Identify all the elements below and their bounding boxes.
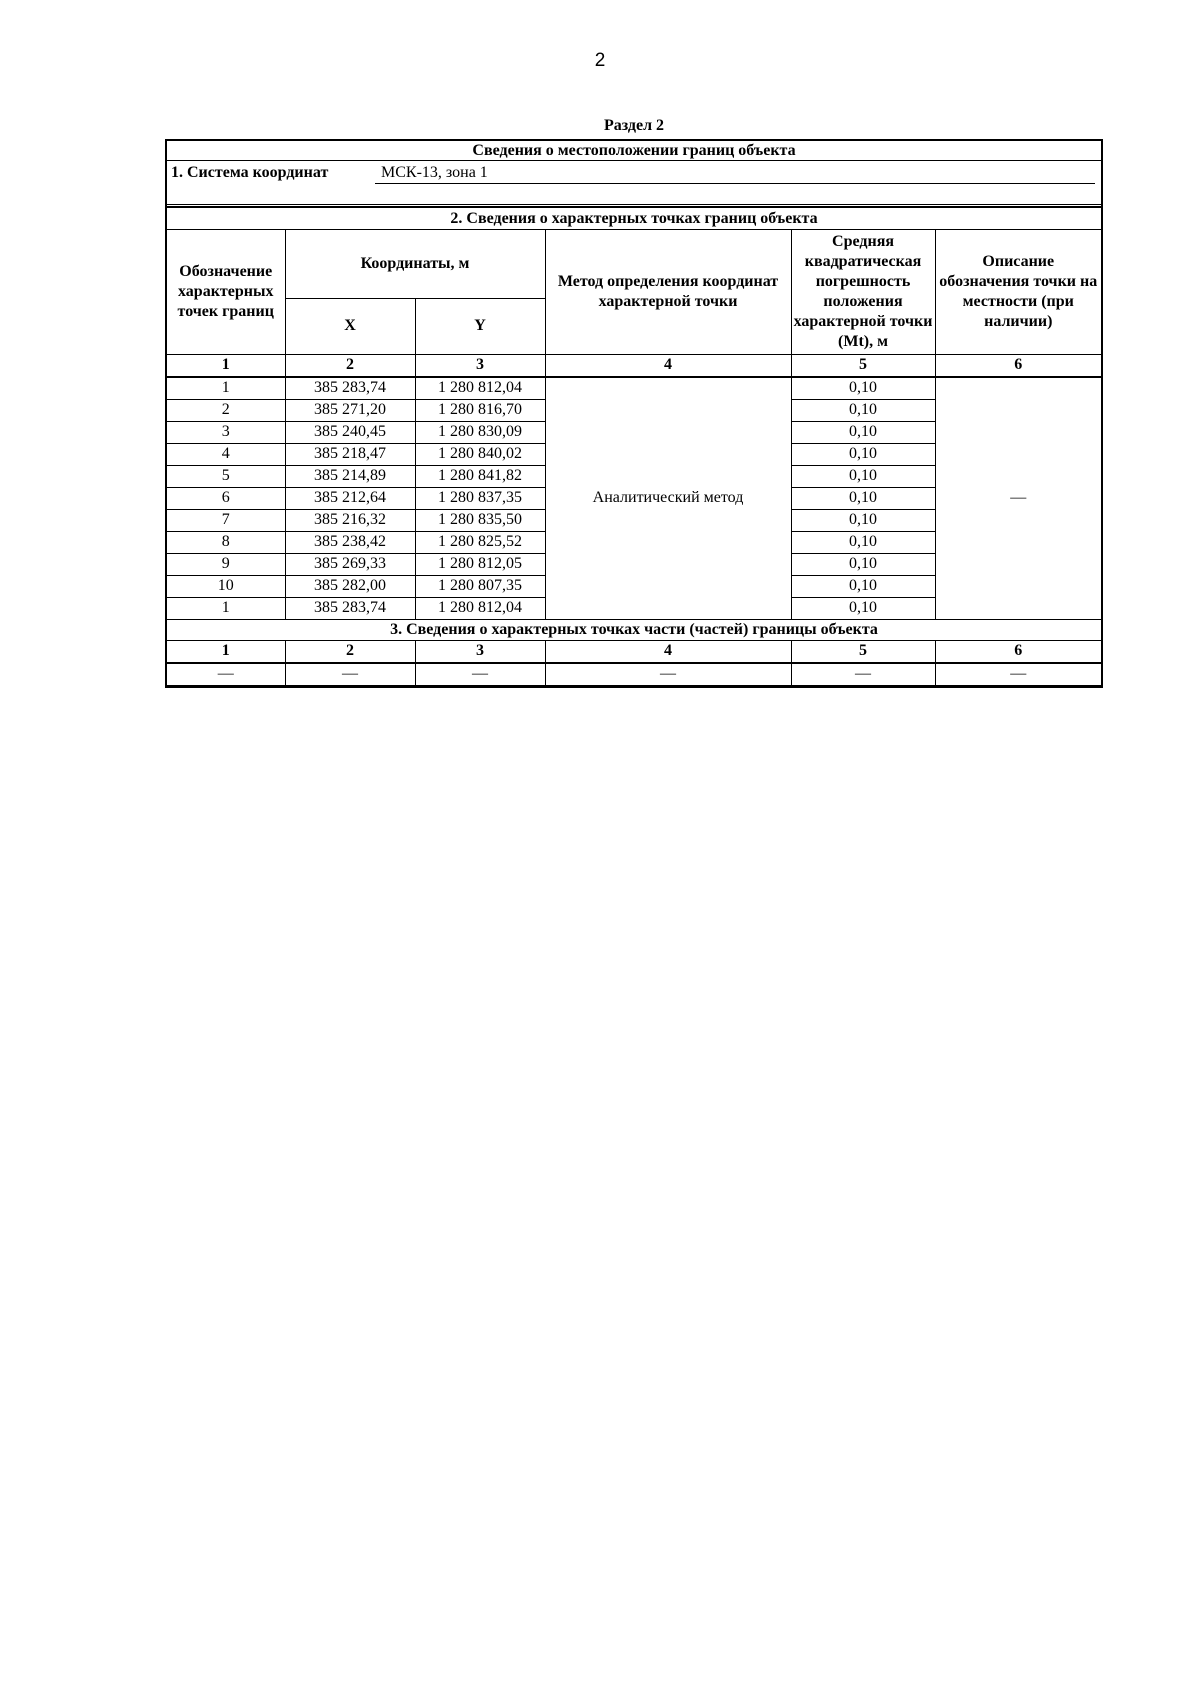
coord-x: 385 269,33: [285, 553, 415, 575]
column-number: 6: [935, 640, 1101, 663]
coord-y: 1 280 837,35: [415, 487, 545, 509]
table-row: [167, 377, 1101, 400]
coord-y: 1 280 807,35: [415, 575, 545, 597]
header-method: Метод определения координат характерной точки: [545, 230, 791, 354]
coord-system-value: МСК-13, зона 1: [375, 164, 1095, 184]
mt-value: 0,10: [791, 443, 935, 465]
coord-x: 385 212,64: [285, 487, 415, 509]
coord-system-label: 1. Система координат: [171, 164, 329, 181]
block-title: Сведения о местоположении границ объекта: [167, 141, 1101, 161]
coord-x: 385 216,32: [285, 509, 415, 531]
coord-x: 385 282,00: [285, 575, 415, 597]
header-x: X: [285, 298, 415, 354]
column-number: 1: [167, 640, 285, 663]
point-number: 10: [167, 575, 285, 597]
parts-title-row: [167, 619, 1101, 640]
points-table: [167, 230, 1101, 686]
coord-x: 385 283,74: [285, 597, 415, 619]
dash-cell: —: [545, 663, 791, 686]
mt-value: 0,10: [791, 465, 935, 487]
coord-y: 1 280 841,82: [415, 465, 545, 487]
column-number: 2: [285, 354, 415, 377]
point-number: 1: [167, 377, 285, 400]
point-number: 1: [167, 597, 285, 619]
parts-title: 3. Сведения о характерных точках части (частей) границы объекта: [167, 619, 1101, 640]
coord-x: 385 238,42: [285, 531, 415, 553]
section-title: Раздел 2: [603, 117, 665, 134]
point-number: 5: [167, 465, 285, 487]
mt-value: 0,10: [791, 597, 935, 619]
mt-value: 0,10: [791, 377, 935, 400]
header-error: Средняя квадратическая погрешность положения характерной точки (Mt), м: [791, 230, 935, 354]
coord-x: 385 218,47: [285, 443, 415, 465]
column-number: 2: [285, 640, 415, 663]
divider: [167, 204, 1101, 205]
point-number: 2: [167, 399, 285, 421]
dash-cell: —: [791, 663, 935, 686]
column-number: 3: [415, 640, 545, 663]
mt-value: 0,10: [791, 509, 935, 531]
column-number: 3: [415, 354, 545, 377]
dash-cell: —: [415, 663, 545, 686]
coord-y: 1 280 830,09: [415, 421, 545, 443]
point-number: 9: [167, 553, 285, 575]
coord-y: 1 280 812,05: [415, 553, 545, 575]
column-numbers-row: [167, 354, 1101, 377]
header-y: Y: [415, 298, 545, 354]
coord-y: 1 280 835,50: [415, 509, 545, 531]
coord-x: 385 283,74: [285, 377, 415, 400]
header-description: Описание обозначения точки на местности (при наличии): [935, 230, 1101, 354]
column-number: 4: [545, 640, 791, 663]
coord-system-row: [167, 161, 1101, 208]
dash-cell: —: [167, 663, 285, 686]
mt-value: 0,10: [791, 553, 935, 575]
mt-value: 0,10: [791, 399, 935, 421]
mt-value: 0,10: [791, 575, 935, 597]
coord-x: 385 214,89: [285, 465, 415, 487]
coord-y: 1 280 840,02: [415, 443, 545, 465]
point-number: 3: [167, 421, 285, 443]
boundary-info-frame: [165, 139, 1103, 688]
coord-x: 385 240,45: [285, 421, 415, 443]
coord-y: 1 280 812,04: [415, 377, 545, 400]
coord-y: 1 280 812,04: [415, 597, 545, 619]
dash-cell: —: [935, 663, 1101, 686]
column-number: 4: [545, 354, 791, 377]
parts-empty-row: [167, 663, 1101, 686]
method-cell: Аналитический метод: [545, 377, 791, 620]
mt-value: 0,10: [791, 487, 935, 509]
mt-value: 0,10: [791, 421, 935, 443]
point-number: 6: [167, 487, 285, 509]
points-title: 2. Сведения о характерных точках границ объекта: [167, 208, 1101, 230]
column-number: 1: [167, 354, 285, 377]
point-number: 4: [167, 443, 285, 465]
header-designation: Обозначение характерных точек границ: [167, 230, 285, 354]
column-number: 5: [791, 354, 935, 377]
header-coordinates: Координаты, м: [285, 230, 545, 298]
dash-cell: —: [285, 663, 415, 686]
coord-y: 1 280 816,70: [415, 399, 545, 421]
column-number: 6: [935, 354, 1101, 377]
column-number: 5: [791, 640, 935, 663]
coord-x: 385 271,20: [285, 399, 415, 421]
page-number: 2: [594, 50, 606, 71]
parts-column-numbers-row: [167, 640, 1101, 663]
description-cell: —: [935, 377, 1101, 620]
point-number: 7: [167, 509, 285, 531]
coord-y: 1 280 825,52: [415, 531, 545, 553]
point-number: 8: [167, 531, 285, 553]
mt-value: 0,10: [791, 531, 935, 553]
